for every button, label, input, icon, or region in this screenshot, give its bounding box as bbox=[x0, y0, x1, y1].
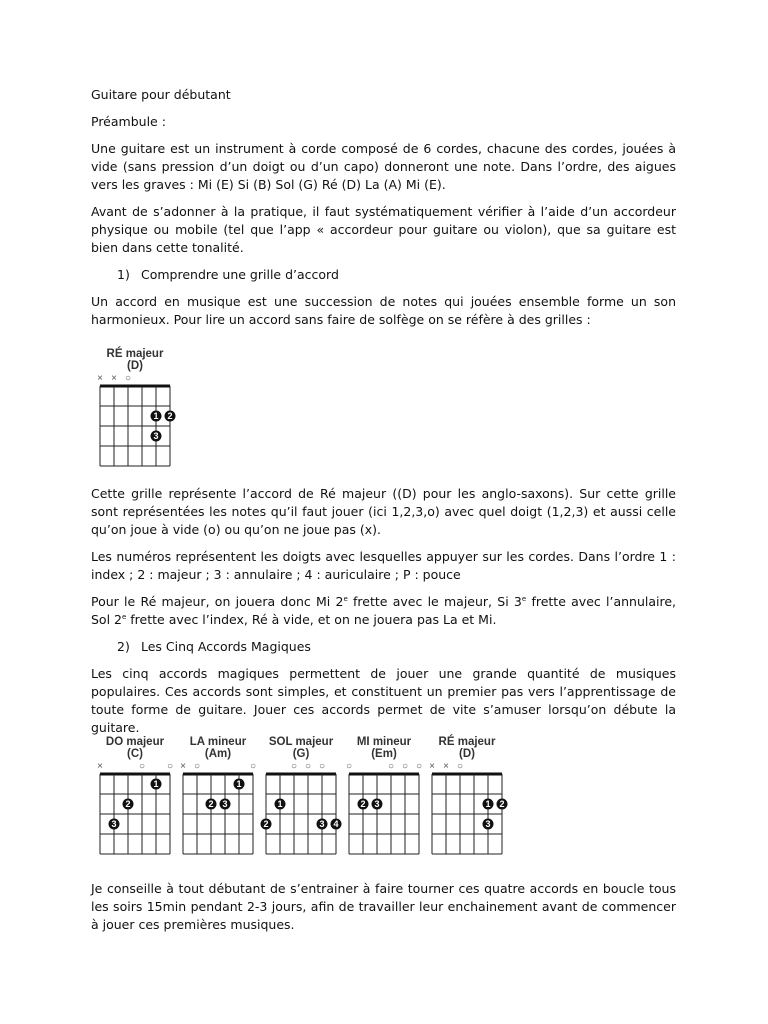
chord-diagram bbox=[180, 736, 256, 854]
paragraph-tuning: Avant de s’adonner à la pratique, il faut systématiquement vérifier à l’aide d’un accordeur physique ou mobile (tel que l’app « accordeur pour guitare ou violon), que sa guitare est bien dans cette tonalité. bbox=[91, 204, 676, 255]
paragraph-grid-explanation: Cette grille représente l’accord de Ré majeur ((D) pour les anglo-saxons). Sur cette grille sont représentées les notes qu’il faut jouer (ici 1,2,3,o) avec quel doigt (1,2,3) et aussi celle qu’on joue à vide (o) ou qu’on ne joue pas (x). bbox=[91, 486, 676, 537]
open-string-marker: ○ bbox=[166, 761, 174, 772]
open-string-marker: ○ bbox=[415, 761, 423, 772]
finger-number: 1 bbox=[277, 799, 283, 810]
chord-diagram bbox=[429, 735, 507, 854]
section-2-heading bbox=[117, 638, 311, 656]
open-string-marker: ○ bbox=[249, 761, 257, 772]
chord-diagrams-row bbox=[88, 732, 528, 872]
chord-diagram bbox=[346, 736, 422, 854]
chord-diagram bbox=[97, 347, 175, 466]
chord-name: MI mineur bbox=[356, 736, 412, 748]
chord-name: LA mineur bbox=[189, 736, 247, 748]
finger-number: 1 bbox=[153, 779, 159, 790]
open-string-marker: ○ bbox=[345, 761, 353, 772]
section-number: 1) bbox=[117, 267, 130, 282]
document-title: Guitare pour débutant bbox=[91, 87, 231, 102]
finger-number: 3 bbox=[319, 819, 325, 830]
open-string-marker: ○ bbox=[138, 761, 146, 772]
chord-symbol: (D) bbox=[459, 748, 475, 760]
open-string-marker: ○ bbox=[387, 761, 395, 772]
finger-number: 2 bbox=[208, 799, 214, 810]
finger-number: 3 bbox=[485, 819, 491, 830]
chord-symbol: (Em) bbox=[371, 748, 397, 760]
chord-symbol: (C) bbox=[127, 748, 143, 760]
finger-number: 2 bbox=[499, 799, 505, 810]
finger-number: 3 bbox=[222, 799, 228, 810]
section-title: Les Cinq Accords Magiques bbox=[140, 639, 311, 654]
finger-number: 2 bbox=[263, 819, 269, 830]
open-string-marker: ○ bbox=[401, 761, 409, 772]
open-string-marker: ○ bbox=[456, 761, 464, 772]
paragraph-d-major-how-to bbox=[91, 593, 676, 629]
chord-name: DO majeur bbox=[105, 736, 165, 748]
paragraph-finger-numbers: Les numéros représentent les doigts avec lesquelles appuyer sur les cordes. Dans l’ordre 1 : index ; 2 : majeur ; 3 : annulaire ; 4 : auriculaire ; P : pouce bbox=[91, 549, 676, 582]
open-string-marker: ○ bbox=[193, 761, 201, 772]
chord-diagram bbox=[261, 736, 342, 854]
text-part: frette avec l’annulaire, Sol 2 bbox=[91, 594, 677, 627]
open-string-marker: ○ bbox=[318, 761, 326, 772]
finger-number: 3 bbox=[111, 819, 117, 830]
chord-name: RÉ majeur bbox=[106, 348, 164, 360]
open-string-marker: ○ bbox=[124, 373, 132, 384]
finger-number: 2 bbox=[125, 799, 131, 810]
chord-name: RÉ majeur bbox=[438, 736, 496, 748]
chord-symbol: (G) bbox=[292, 748, 310, 760]
text-part: frette avec l’index, Ré à vide, et on ne jouera pas La et Mi. bbox=[126, 612, 497, 627]
chord-symbol: (Am) bbox=[204, 748, 232, 760]
preamble-label: Préambule : bbox=[91, 114, 166, 129]
muted-string-marker: × bbox=[97, 761, 103, 772]
muted-string-marker: × bbox=[97, 373, 103, 384]
chord-symbol: (D) bbox=[127, 360, 143, 372]
finger-number: 3 bbox=[153, 431, 159, 442]
text-part: Pour le Ré majeur, on jouera donc Mi 2 bbox=[91, 594, 344, 609]
finger-number: 1 bbox=[153, 411, 159, 422]
superscript: e bbox=[343, 594, 348, 603]
superscript: e bbox=[121, 612, 127, 621]
finger-number: 1 bbox=[236, 779, 242, 790]
section-1-heading bbox=[117, 266, 339, 284]
chord-diagram bbox=[97, 736, 173, 854]
finger-number: 1 bbox=[485, 799, 491, 810]
section-number: 2) bbox=[117, 639, 130, 654]
open-string-marker: ○ bbox=[290, 761, 298, 772]
section-title: Comprendre une grille d’accord bbox=[140, 267, 339, 282]
paragraph-strings: Une guitare est un instrument à corde composé de 6 cordes, chacune des cordes, jouées à vide (sans pression d’un doigt ou d’un capo) donneront une note. Dans l’ordre, des aigues vers les graves : Mi (E) Si (B) Sol (G) Ré (D) La (A) Mi (E). bbox=[91, 141, 676, 192]
open-string-marker: ○ bbox=[304, 761, 312, 772]
finger-number: 2 bbox=[167, 411, 173, 422]
finger-number: 2 bbox=[360, 799, 366, 810]
chord-diagram-d-major bbox=[80, 344, 190, 474]
paragraph-five-chords: Les cinq accords magiques permettent de jouer une grande quantité de musiques populaires. Ces accords sont simples, et constituent un premier pas vers l’apprentissage de toute forme de guitare. Jouer ces accords permet de vite s’amuser lorsqu’on débute la guitare. bbox=[91, 666, 676, 735]
muted-string-marker: × bbox=[429, 761, 435, 772]
muted-string-marker: × bbox=[111, 373, 117, 384]
paragraph-practice-advice: Je conseille à tout débutant de s’entrainer à faire tourner ces quatre accords en boucle tous les soirs 15min pendant 2-3 jours, afin de travailler leur enchainement avant de commencer à jouer ces premières musiques. bbox=[91, 881, 676, 932]
muted-string-marker: × bbox=[180, 761, 186, 772]
paragraph-chord-definition: Un accord en musique est une succession de notes qui jouées ensemble forme un son harmonieux. Pour lire un accord sans faire de solfège on se réfère à des grilles : bbox=[91, 294, 676, 327]
text-part: frette avec le majeur, Si 3 bbox=[347, 594, 522, 609]
finger-number: 4 bbox=[333, 819, 339, 830]
finger-number: 3 bbox=[374, 799, 380, 810]
superscript: e bbox=[521, 594, 527, 603]
chord-name: SOL majeur bbox=[268, 736, 334, 748]
muted-string-marker: × bbox=[443, 761, 449, 772]
